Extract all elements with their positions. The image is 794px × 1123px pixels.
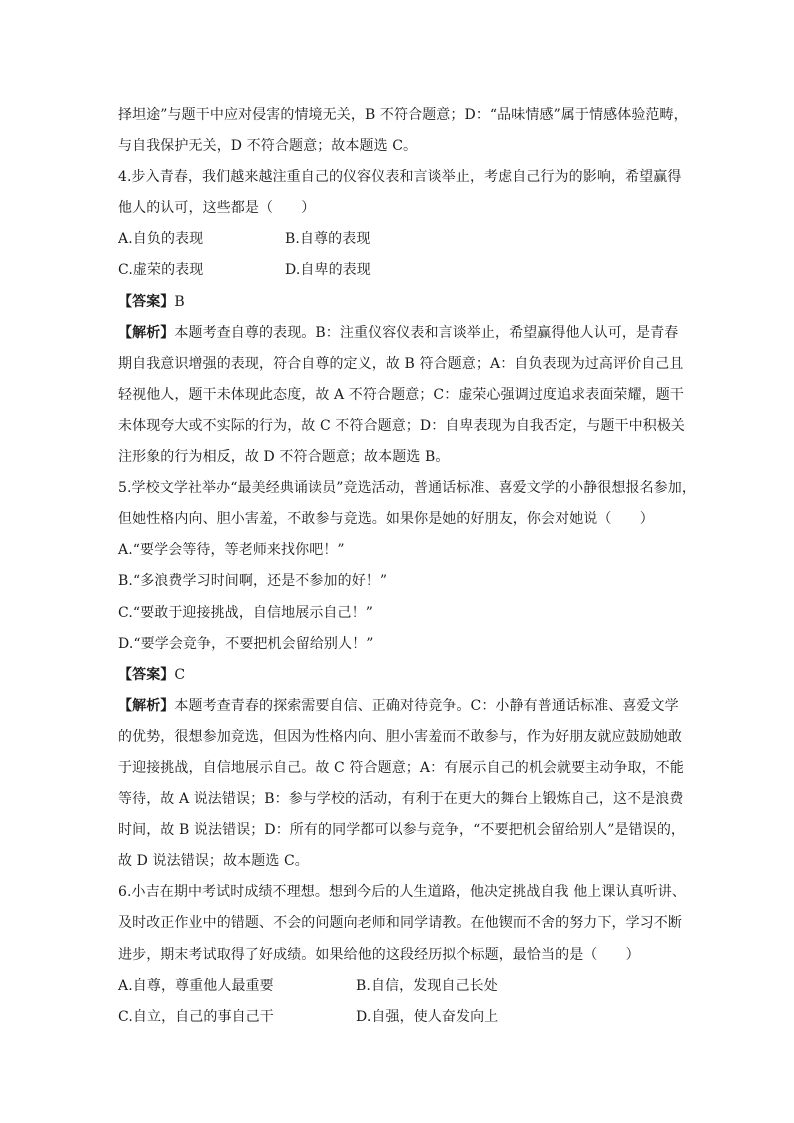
q4-answer-label: 【答案】 (118, 293, 175, 310)
q4-analysis-line-4: 未体现夸大或不实际的行为，故 C 不符合题意；D：自卑表现为自我否定，与题干中积极关 (118, 417, 686, 434)
q5-option-c: C.“要敢于迎接挑战，自信地展示自己！” (118, 604, 373, 621)
q4-analysis-line-3: 轻视他人，题干未体现此态度，故 A 不符合题意；C：虚荣心强调过度追求表面荣耀，题干 (118, 386, 684, 403)
q6-stem-line-1: 6.小吉在期中考试时成绩不理想。想到今后的人生道路，他决定挑战自我 他上课认真听讲、 (118, 884, 687, 901)
q6-stem-line-2: 及时改正作业中的错题、不会的问题向老师和同学请教。在他锲而不舍的努力下，学习不断 (118, 915, 682, 932)
document-body (118, 100, 696, 1033)
q4-options-row-2 (118, 255, 684, 286)
q6-option-a: A.自尊，尊重他人最重要 (118, 977, 274, 994)
q5-analysis-text-1: 本题考查青春的探索需要自信、正确对待竞争。C：小静有普通话标准、喜爱文学 (174, 697, 679, 714)
q4-answer (118, 287, 684, 318)
q6-option-d: D.自强，使人奋发向上 (356, 1008, 499, 1025)
q4-analysis-label: 【解析】 (118, 324, 175, 341)
q5-answer-label: 【答案】 (118, 666, 175, 683)
q6-option-c: C.自立，自己的事自己干 (118, 1008, 274, 1025)
q5-stem-line-1: 5.学校文学社举办“最美经典诵读员”竞选活动，普通话标准、喜爱文学的小静很想报名参加， (118, 480, 696, 497)
q3-tail-line-1: 择坦途”与题干中应对侵害的情境无关，B 不符合题意；D：“品味情感”属于情感体验范畴， (118, 107, 688, 123)
q4-option-c: C.虚荣的表现 (118, 262, 204, 279)
q5-analysis-line-3: 于迎接挑战，自信地展示自己。故 C 符合题意；A：有展示自己的机会就要主动争取，不能 (118, 759, 684, 776)
q4-option-a: A.自负的表现 (118, 231, 204, 248)
q4-analysis-line-2: 期自我意识增强的表现，符合自尊的定义，故 B 符合题意；A：自负表现为过高评价自己且 (118, 355, 684, 372)
q4-option-d: D.自卑的表现 (285, 262, 371, 279)
q5-answer-value: C (174, 666, 186, 683)
q5-option-b: B.“多浪费学习时间啊，还是不参加的好！” (118, 573, 388, 590)
q4-options-row-1 (118, 224, 684, 255)
q6-stem-line-3: 进步，期末考试取得了好成绩。如果给他的这段经历拟个标题，最恰当的是（ ） (118, 946, 640, 963)
q4-analysis-text-1: 本题考查自尊的表现。B：注重仪容仪表和言谈举止，希望赢得他人认可，是青春 (174, 324, 679, 341)
q6-options-row-2 (118, 1002, 684, 1033)
q5-stem-line-2: 但她性格内向、胆小害羞，不敢参与竞选。如果你是她的好朋友，你会对她说（ ） (118, 511, 654, 528)
q5-analysis-line-1 (118, 691, 684, 722)
q3-tail-line-2: 与自我保护无关，D 不符合题意；故本题选 C。 (118, 138, 418, 155)
q5-analysis-line-2: 的优势，很想参加竞选，但因为性格内向、胆小害羞而不敢参与，作为好朋友就应鼓励她敢 (118, 728, 682, 745)
q5-option-a: A.“要学会等待，等老师来找你吧！” (118, 542, 345, 559)
q4-analysis-line-5: 注形象的行为相反，故 D 不符合题意；故本题选 B。 (118, 449, 450, 466)
q6-options-row-1 (118, 971, 684, 1002)
q4-analysis-line-1 (118, 318, 684, 349)
q4-stem-line-1: 4.步入青春，我们越来越注重自己的仪容仪表和言谈举止，考虑自己行为的影响，希望赢得 (118, 169, 682, 186)
q4-stem-line-2: 他人的认可，这些都是（ ） (118, 200, 316, 217)
q4-option-b: B.自尊的表现 (285, 231, 371, 248)
q5-analysis-line-5: 时间，故 B 说法错误；D：所有的同学都可以参与竞争，“不要把机会留给别人”是错误的， (118, 822, 686, 839)
q5-analysis-line-4: 等待，故 A 说法错误；B：参与学校的活动，有利于在更大的舞台上锻炼自己，这不是浪费 (118, 791, 684, 808)
q5-answer (118, 660, 684, 691)
q5-analysis-label: 【解析】 (118, 697, 175, 714)
q4-answer-value: B (174, 293, 185, 310)
q5-option-d: D.“要学会竞争，不要把机会留给别人！” (118, 635, 374, 652)
q6-option-b: B.自信，发现自己长处 (356, 977, 498, 994)
q5-analysis-line-6: 故 D 说法错误；故本题选 C。 (118, 853, 309, 870)
